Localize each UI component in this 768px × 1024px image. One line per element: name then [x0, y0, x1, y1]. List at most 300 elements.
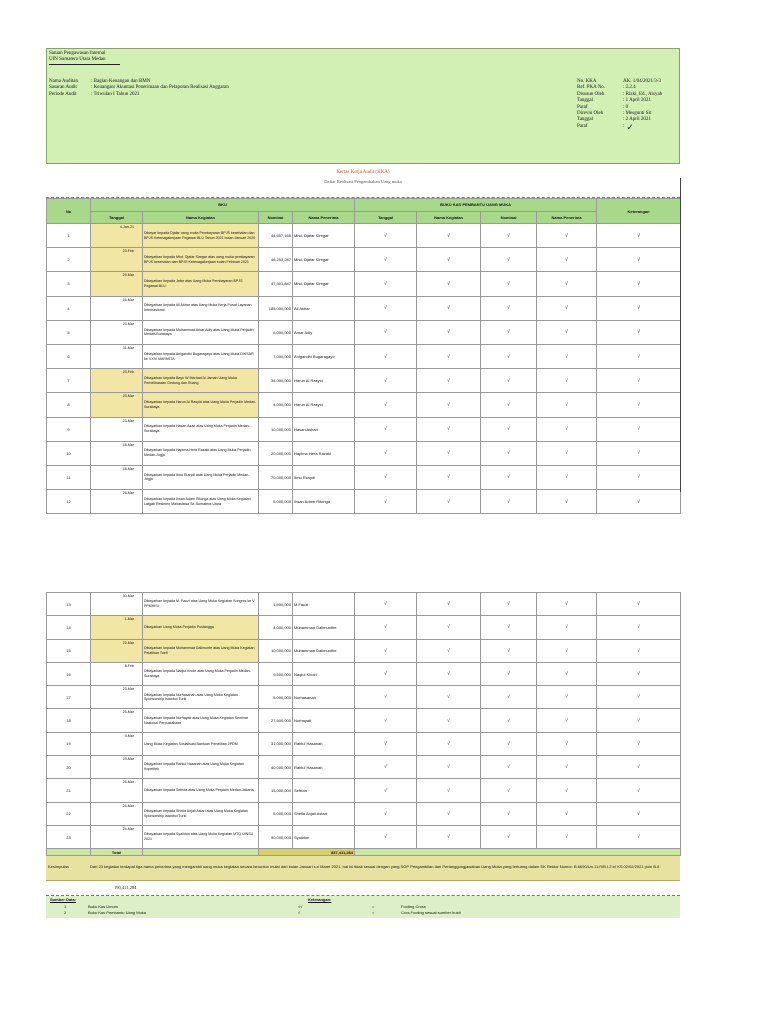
check-mark: √	[481, 296, 537, 320]
check-mark: √	[481, 465, 537, 489]
check-mark: √	[417, 465, 481, 489]
table-row	[47, 465, 681, 489]
row-date	[91, 344, 143, 368]
info-row	[49, 92, 229, 98]
source-description: Footing Cross	[401, 904, 426, 910]
check-mark: √	[417, 272, 481, 296]
info-key: No. KKA	[577, 79, 597, 84]
check-mark: √	[537, 593, 597, 616]
check-mark: √	[417, 369, 481, 393]
source-symbol: √	[298, 910, 301, 916]
row-nominal: 15,000,000	[259, 779, 293, 802]
check-mark: √	[355, 662, 417, 685]
row-date-text: 23-Feb	[122, 249, 134, 254]
check-mark: √	[597, 616, 681, 639]
check-mark: √	[537, 441, 597, 465]
source-item	[46, 910, 680, 916]
check-mark: √	[417, 686, 481, 709]
check-mark: √	[417, 441, 481, 465]
row-activity: Dibayarkan kepada Ali Akbar atas Uang Muka Kerja Pusat Layanan Internasional	[143, 296, 259, 320]
table-row	[47, 393, 681, 417]
info-value: : Bagian Keuangan dan BMN	[91, 79, 151, 84]
row-date-text: 26-Mar	[122, 780, 134, 785]
row-date-text: 26-Mar	[122, 491, 134, 496]
check-mark: √	[417, 662, 481, 685]
check-mark: √	[417, 344, 481, 368]
check-mark: √	[597, 779, 681, 802]
check-mark: √	[417, 393, 481, 417]
check-mark: √	[537, 490, 597, 514]
unit-line-2: UIN Sumatera Utara Medan	[49, 57, 120, 64]
kka-info	[577, 79, 662, 130]
col-nama-penerima-bkp: Nama Penerima	[537, 211, 597, 224]
check-mark: √	[481, 802, 537, 825]
row-recipient: Harun Al Rasyid	[293, 369, 355, 393]
check-mark: √	[597, 662, 681, 685]
check-mark: √	[597, 417, 681, 441]
row-activity: Dibayarkan kepada Naqiul Khoiri atas Uang Muka Perjadin Medan-Surabaya	[143, 662, 259, 685]
advance-table-part2	[46, 592, 681, 856]
col-bku: BKU	[91, 199, 355, 212]
check-mark: √	[537, 662, 597, 685]
info-value: : 2 April 2021	[623, 117, 651, 123]
check-mark: √	[417, 732, 481, 755]
check-mark: √	[597, 248, 681, 272]
row-activity: Dibayarkan Uang Muka Perjadin Pustangga	[143, 616, 259, 639]
row-activity: Dibayarkan kepada Nurhasanah atas Uang Muka Kegiatan Sponsorship Istanbul Turki	[143, 686, 259, 709]
row-nominal: 44,657,165	[259, 224, 293, 248]
check-mark: √	[417, 417, 481, 441]
check-mark: √	[481, 272, 537, 296]
table-row	[47, 369, 681, 393]
row-date-text: 24-Mar	[122, 826, 134, 831]
row-date	[91, 662, 143, 685]
info-value: : 2.2.4	[623, 85, 636, 91]
check-mark: √	[355, 490, 417, 514]
table-row	[47, 248, 681, 272]
info-value: : Rizki, Ed., Aisyah	[623, 91, 663, 97]
table-row	[47, 344, 681, 368]
table-row	[47, 320, 681, 344]
check-mark: √	[537, 248, 597, 272]
row-recipient: Mhd. Djafar Siregar	[293, 272, 355, 296]
row-nominal: 7,000,000	[259, 344, 293, 368]
row-number: 10	[47, 441, 91, 465]
table-row	[47, 662, 681, 685]
check-mark: √	[417, 616, 481, 639]
check-mark: √	[355, 593, 417, 616]
amount-note-row	[46, 881, 680, 896]
col-keterangan: Keterangan	[597, 199, 681, 224]
check-mark: √	[597, 490, 681, 514]
check-mark: √	[417, 248, 481, 272]
check-mark: √	[597, 320, 681, 344]
audit-info	[49, 79, 229, 98]
total-spacer	[143, 849, 259, 856]
row-date-text: 8-Feb	[124, 663, 134, 668]
row-date	[91, 709, 143, 732]
check-mark: √	[597, 802, 681, 825]
row-recipient: Muhammad Dalimunthe	[293, 616, 355, 639]
check-mark: √	[597, 441, 681, 465]
check-mark: √	[537, 709, 597, 732]
row-activity: Dibayarkan kepada Syaiidun atas Uang Muka Kegiatan MTQ UINSU 2021	[143, 825, 259, 848]
table-row	[47, 709, 681, 732]
row-number: 20	[47, 756, 91, 779]
check-mark: √	[355, 224, 417, 248]
check-mark: √	[417, 490, 481, 514]
info-key: Direviu Oleh	[577, 111, 604, 117]
check-mark: √	[597, 686, 681, 709]
info-value: : 1 April 2021	[623, 98, 651, 104]
row-nominal: 31,000,000	[259, 732, 293, 755]
table-row	[47, 825, 681, 848]
row-activity: Dibayarkan kepada Hasan Asari atas Uang Muka Perjadin Medan-Surabaya	[143, 417, 259, 441]
row-number: 3	[47, 272, 91, 296]
conclusion-label: Kesimpulan	[48, 864, 69, 870]
row-date	[91, 639, 143, 662]
row-nominal: 46,253,287	[259, 248, 293, 272]
source-title: Buku Kas Pembantu Uang Muka	[88, 910, 147, 916]
info-key: Tanggal	[577, 98, 594, 104]
row-nominal: 5,000,000	[259, 802, 293, 825]
total-spacer	[47, 849, 91, 856]
row-recipient: Mhd. Djafar Siregar	[293, 248, 355, 272]
col-nama-penerima: Nama Penerima	[293, 211, 355, 224]
check-mark: √	[355, 639, 417, 662]
row-activity: Dibayarkan kepada Harun Al Rasyid atas Uang Muka Perjadin Medan-Surabaya	[143, 393, 259, 417]
row-date-text: 23-Mar	[122, 394, 134, 399]
row-number: 17	[47, 686, 91, 709]
total-value: 837,411,284	[259, 849, 355, 856]
check-mark: √	[355, 686, 417, 709]
row-number: 14	[47, 616, 91, 639]
check-mark: √	[417, 320, 481, 344]
table-row	[47, 616, 681, 639]
row-activity: Dibayarkan kepada Hapima Hera Razaki atas Uang Muka Perjadin Medan-Jogja	[143, 441, 259, 465]
row-nominal: 10,000,000	[259, 417, 293, 441]
advance-table-part1	[46, 198, 681, 514]
source-symbol: √√	[298, 904, 303, 910]
check-mark: √	[355, 272, 417, 296]
check-mark: √	[355, 441, 417, 465]
info-key: Disusun Oleh	[577, 91, 605, 97]
row-date	[91, 296, 143, 320]
check-mark: √	[537, 296, 597, 320]
row-recipient: Naqiul Khoiri	[293, 662, 355, 685]
row-date-text: 23-Mar	[122, 687, 134, 692]
row-activity: Dibayarkan kepada Bayu W Marhad Al Jamah Uang Muka Pemeliharaan Gedung dan Ruang	[143, 369, 259, 393]
check-mark: √	[597, 344, 681, 368]
info-key: Paraf	[577, 104, 588, 110]
check-mark: √	[481, 662, 537, 685]
row-nominal: 1,500,000	[259, 593, 293, 616]
row-activity: Dibayarkan kepada Jafar atas Uang Muka Pembayaran BPJS Pegawai BLU	[143, 272, 259, 296]
info-key: Paraf	[577, 123, 588, 129]
check-mark: √	[417, 296, 481, 320]
amount-note: 190,411,284	[114, 885, 137, 891]
row-number: 9	[47, 417, 91, 441]
row-number: 23	[47, 825, 91, 848]
total-spacer	[355, 849, 681, 856]
check-mark: √	[355, 393, 417, 417]
check-mark: √	[537, 393, 597, 417]
row-date-text: 25-Mar	[122, 710, 134, 715]
check-mark: √	[355, 825, 417, 848]
check-mark: √	[355, 732, 417, 755]
unit-name	[49, 51, 120, 65]
check-mark: √	[597, 369, 681, 393]
source-notes	[46, 896, 680, 918]
row-date-text: 19-Mar	[122, 757, 134, 762]
row-date	[91, 779, 143, 802]
check-mark: √	[537, 344, 597, 368]
row-date	[91, 272, 143, 296]
row-number: 7	[47, 369, 91, 393]
row-number: 4	[47, 296, 91, 320]
worksheet	[46, 48, 680, 514]
col-nama-kegiatan-bkp: Nama Kegiatan	[417, 211, 481, 224]
row-date	[91, 616, 143, 639]
check-mark: √	[481, 490, 537, 514]
check-mark: √	[355, 296, 417, 320]
table-row	[47, 593, 681, 616]
source-number: 2	[64, 910, 67, 916]
table-row	[47, 272, 681, 296]
row-date-text: 30-Mar	[122, 594, 134, 598]
check-mark: √	[355, 369, 417, 393]
check-mark: √	[597, 825, 681, 848]
check-mark: √	[481, 616, 537, 639]
check-mark: √	[481, 224, 537, 248]
total-row	[47, 849, 681, 856]
check-mark: √	[481, 393, 537, 417]
row-date	[91, 224, 143, 248]
row-recipient: Harun Al Rasyid	[293, 393, 355, 417]
check-mark: √	[481, 320, 537, 344]
check-mark: √	[597, 272, 681, 296]
row-activity: Dibayarkan kepada Ibnu Rusydi atas Uang Muka Perjadin Medan-Jogja	[143, 465, 259, 489]
row-number: 5	[47, 320, 91, 344]
table-row	[47, 779, 681, 802]
check-mark: √	[597, 756, 681, 779]
check-mark: √	[597, 639, 681, 662]
row-nominal: 4,000,000	[259, 616, 293, 639]
check-mark: √	[537, 616, 597, 639]
row-number: 1	[47, 224, 91, 248]
row-number: 15	[47, 639, 91, 662]
row-date-text: 18-Mar	[122, 442, 134, 447]
check-mark: √	[597, 296, 681, 320]
row-number: 8	[47, 393, 91, 417]
col-tanggal-bkp: Tanggal	[355, 211, 417, 224]
row-number: 18	[47, 709, 91, 732]
check-mark: √	[481, 756, 537, 779]
row-recipient: Shella Anjali Astari	[293, 802, 355, 825]
check-mark: √	[355, 320, 417, 344]
check-mark: √	[417, 709, 481, 732]
check-mark: √	[537, 756, 597, 779]
check-mark: √	[537, 779, 597, 802]
row-date	[91, 465, 143, 489]
row-nominal: 10,000,000	[259, 639, 293, 662]
row-date	[91, 490, 143, 514]
check-mark: √	[355, 802, 417, 825]
row-recipient: Nurhasanah	[293, 686, 355, 709]
row-recipient: Ali Akbar	[293, 296, 355, 320]
table-row	[47, 732, 681, 755]
table-row	[47, 639, 681, 662]
row-number: 22	[47, 802, 91, 825]
info-key: Nama Auditan	[49, 79, 79, 84]
row-date-text: 23-Mar	[122, 418, 134, 423]
check-mark: √	[417, 802, 481, 825]
check-mark: √	[481, 593, 537, 616]
check-mark: √	[355, 616, 417, 639]
info-key: Tanggal	[577, 117, 594, 123]
info-value: : Mesgunti Sit	[623, 111, 652, 117]
info-value: : Keuangan/ Akuntasi Penerimaan dan Pelaporan Realisasi Anggaran	[91, 85, 229, 91]
row-date-text: 22-Mar	[122, 640, 134, 645]
row-date-text: 18-Mar	[122, 466, 134, 471]
row-date	[91, 248, 143, 272]
col-nominal: Nominal	[259, 211, 293, 224]
worksheet-part2	[46, 592, 680, 918]
col-no: No	[47, 199, 91, 224]
row-nominal: 9,500,000	[259, 662, 293, 685]
row-activity: Dibayarkan kepada Nurhayati atas Uang Muka Kegiatan Seminar Nasional Perpustakaan	[143, 709, 259, 732]
row-nominal: 70,000,000	[259, 465, 293, 489]
check-mark: √	[537, 369, 597, 393]
row-nominal: 40,000,000	[259, 756, 293, 779]
check-mark: √	[481, 825, 537, 848]
info-row	[577, 121, 662, 132]
check-mark: √	[537, 465, 597, 489]
row-recipient: Hasan Ashari	[293, 417, 355, 441]
row-activity: Dibayarkan kepada Ihsan Adam Ritonga atas Uang Muka Kegiatan Latgab Resimen Mahasiswa Se-Sumatera Utara	[143, 490, 259, 514]
check-mark: √	[481, 248, 537, 272]
row-activity: Dibayarkan kepada M. Fauzi atas Uang Muka Kegiatan Kongres ke V PPMHISI	[143, 593, 259, 616]
check-mark: √	[537, 686, 597, 709]
check-mark: √	[417, 825, 481, 848]
row-recipient: Rahlul Hasanah	[293, 732, 355, 755]
row-nominal: 5,000,000	[259, 686, 293, 709]
check-mark: √	[417, 779, 481, 802]
row-date	[91, 825, 143, 848]
row-recipient: Hapima Hera Razaki	[293, 441, 355, 465]
check-mark: √	[417, 224, 481, 248]
row-activity: Dibayarkan kepada Rahlul Hasanah atas Uang Muka Kegiatan Kopetitek	[143, 756, 259, 779]
total-label: Total	[91, 849, 143, 856]
row-date	[91, 441, 143, 465]
row-recipient: Syaiidun	[293, 825, 355, 848]
info-value: : 0	[623, 104, 629, 110]
row-number: 6	[47, 344, 91, 368]
row-nominal: 185,000,000	[259, 296, 293, 320]
row-nominal: 34,000,000	[259, 369, 293, 393]
header-band	[46, 48, 680, 164]
table-row	[47, 417, 681, 441]
check-mark: √	[537, 732, 597, 755]
table-row	[47, 756, 681, 779]
table-row	[47, 802, 681, 825]
source-number: 1	[64, 904, 67, 910]
row-activity: Dibayarkan kepada Muhammad Amar Adly atas Uang Muka Perjadin Medan-Surabaya	[143, 320, 259, 344]
check-mark: √	[481, 441, 537, 465]
row-date-text: 23-Mar	[122, 321, 134, 326]
check-mark: √	[417, 593, 481, 616]
row-activity: Dibayarkan kepada Shella Anjali Astari atas Uang Muka Kegiatan Sponsorship Istanbul Turki	[143, 802, 259, 825]
row-nominal: 47,501,847	[259, 272, 293, 296]
info-key: Sasaran Audit	[49, 85, 77, 91]
check-mark: √	[481, 686, 537, 709]
row-nominal: 4,000,000	[259, 393, 293, 417]
row-date-text: 9-Mar	[124, 733, 134, 738]
source-equals: =	[372, 910, 375, 916]
check-mark: √	[597, 393, 681, 417]
sources-label: Sumber Data:	[50, 897, 77, 903]
row-nominal: 27,600,000	[259, 709, 293, 732]
check-mark: √	[481, 779, 537, 802]
conclusion-text: Dari 23 kegiatan terdapat tiga nama penerima yang mengambil uang muka kegiatan secara beruntun mulai dari bulan Januari s.d Maret 2021, hal ini tidak sesuai dengan yang SOP Pengambilan dan Pertanggungjawaban Uang Muka yang tertuang dalam SK Rektor Nomor: B.6690/Un.11.R/B.I.2.b/ KS.02/02/2021 poin B.8	[90, 864, 660, 870]
row-recipient: Rahlul Hasanah	[293, 756, 355, 779]
info-value: AK. 1/04/2021/3-3	[623, 79, 662, 84]
check-mark: √	[481, 639, 537, 662]
col-nominal-bkp: Nominal	[481, 211, 537, 224]
row-date	[91, 320, 143, 344]
check-mark: √	[355, 417, 417, 441]
table-row	[47, 490, 681, 514]
row-date-text: 23-Feb	[122, 370, 134, 375]
check-mark: √	[417, 639, 481, 662]
row-date-text: 16-Mar	[122, 297, 134, 302]
check-mark: √	[355, 344, 417, 368]
row-number: 12	[47, 490, 91, 514]
table-row	[47, 686, 681, 709]
check-mark: √	[537, 825, 597, 848]
row-number: 21	[47, 779, 91, 802]
row-activity: Dibayar kepada Djafar uang muka Pembayaran BPJS kesehatan dan BPJS Ketenagakerjaan Pegawai BLU Tahun 2021 bulan Januari 2020	[143, 224, 259, 248]
row-nominal: 5,000,000	[259, 490, 293, 514]
info-key: Periode Audit	[49, 91, 77, 97]
check-mark: √	[481, 732, 537, 755]
row-activity: Dibayarkan kepada Muhammad Dalimunte atas Uang Muka Kegiatan Pelatihan Toefl	[143, 639, 259, 662]
info-value: : Triwulan I Tahun 2021	[91, 91, 140, 97]
check-mark: √	[417, 756, 481, 779]
col-tanggal: Tanggal	[91, 211, 143, 224]
row-date	[91, 802, 143, 825]
col-bkp: BUKU KAS PEMBANTU UANG MUKA	[355, 199, 597, 212]
info-value: :	[623, 123, 625, 129]
check-mark: √	[481, 369, 537, 393]
row-date	[91, 756, 143, 779]
row-number: 2	[47, 248, 91, 272]
info-key: Ref. PKA No.	[577, 85, 606, 91]
row-date-text: 24-Mar	[122, 803, 134, 808]
paraf-signature-icon: ✓	[626, 121, 634, 132]
check-mark: √	[597, 465, 681, 489]
row-activity: Dibayarkan kepada Mhd. Djafar Siregar atas uang muka pembayaran BPJS kesehatan dan BPJS Ketenagakerjaan bulan Februari 2021	[143, 248, 259, 272]
row-activity: Dibayarkan kepada Sefrida atas Uang Muka Perjadin Medan-Jakarta	[143, 779, 259, 802]
table-row	[47, 224, 681, 248]
check-mark: √	[597, 224, 681, 248]
row-number: 19	[47, 732, 91, 755]
row-nominal: 90,000,000	[259, 825, 293, 848]
row-recipient: Ihsan Adam Ritonga	[293, 490, 355, 514]
row-recipient: Anigandhi Bugaragayo	[293, 344, 355, 368]
table-row	[47, 296, 681, 320]
source-title: Buku Kas Umum	[88, 904, 119, 910]
